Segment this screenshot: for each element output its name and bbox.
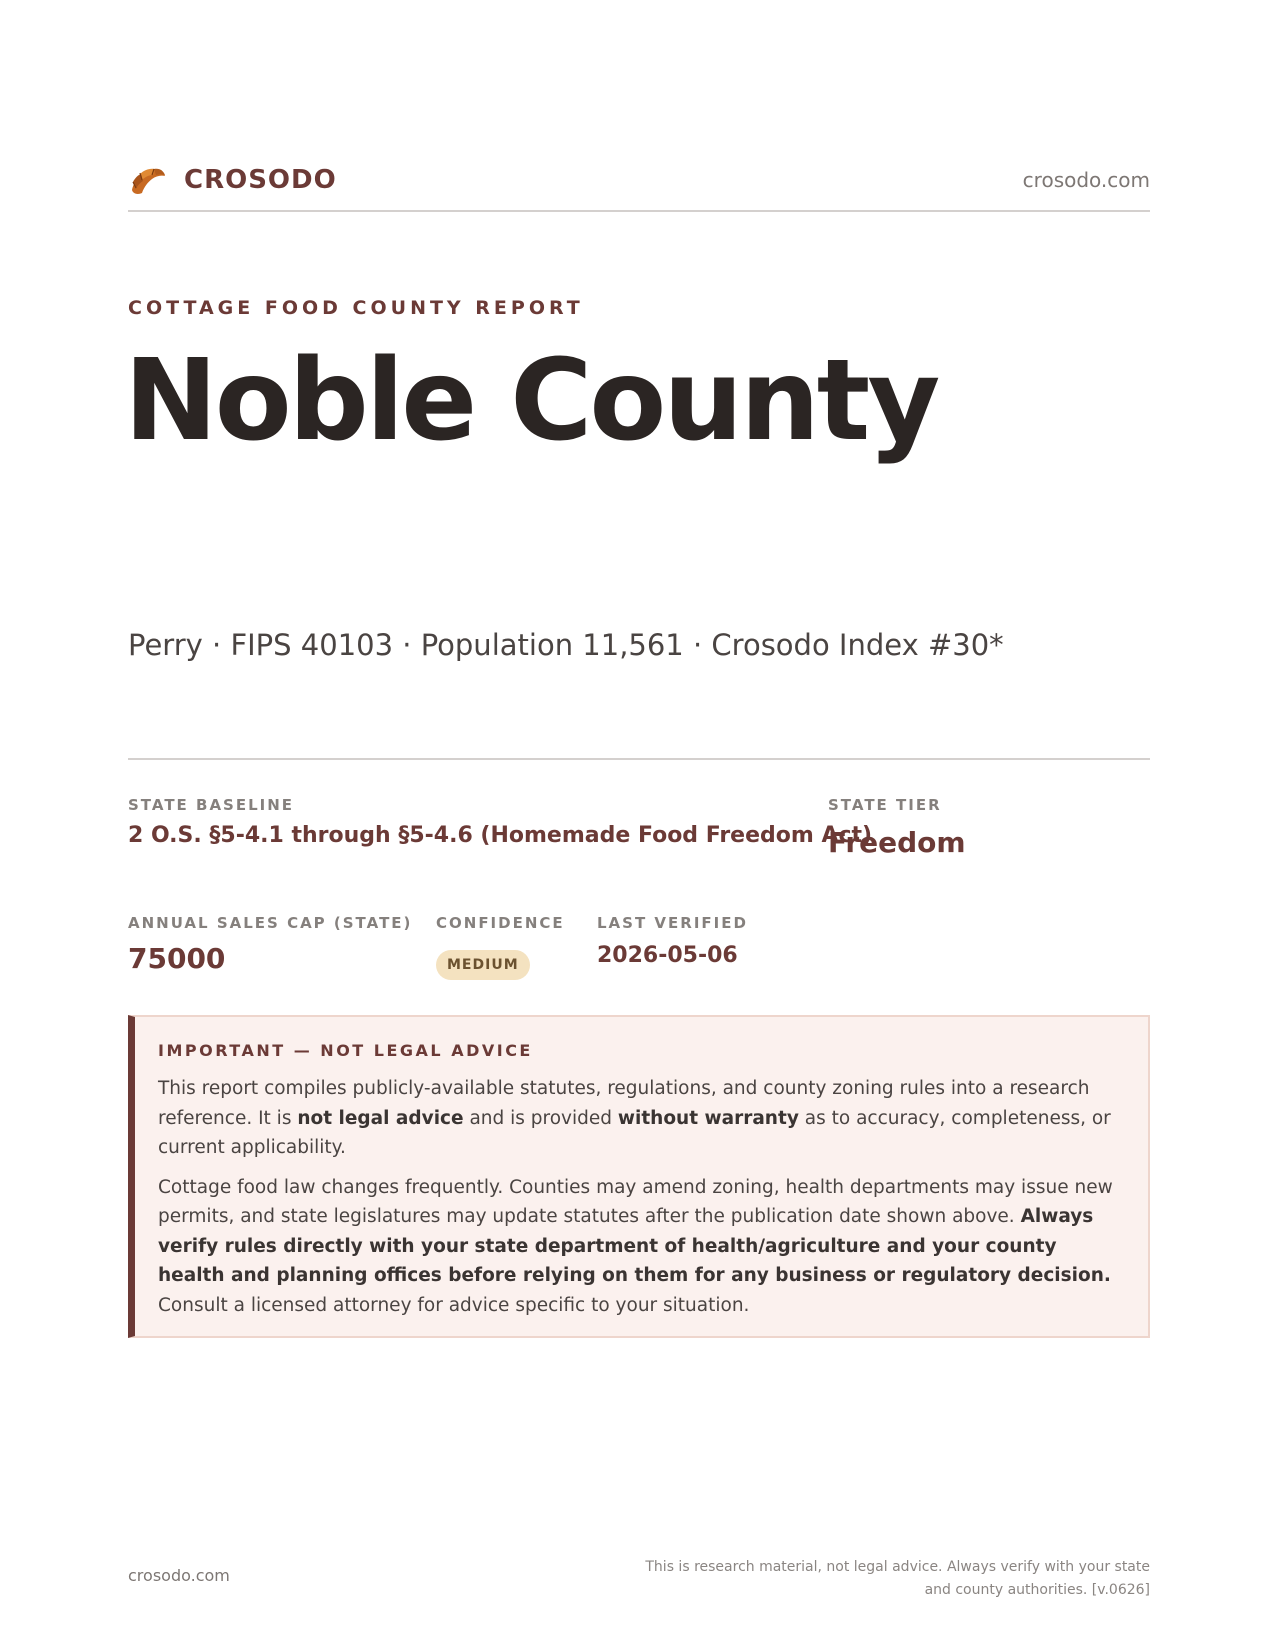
confidence-label: CONFIDENCE [436,914,565,932]
confidence-badge: MEDIUM [436,950,530,980]
croissant-icon [128,160,168,200]
footer-disclaimer: This is research material, not legal advice. Always verify with your state and county authorities. [v.0626] [645,1559,1150,1598]
header-site-link[interactable]: crosodo.com [1022,168,1150,192]
state-tier-label: STATE TIER [828,796,942,814]
notice-paragraph-1: This report compiles publicly-available statutes, regulations, and county zoning rules into a research reference. It is not legal advice and is provided without warranty as to accuracy, completeness, or current applicability. [158,1078,1111,1158]
sales-cap-label: ANNUAL SALES CAP (STATE) [128,914,413,932]
legal-notice [128,1015,1150,1338]
divider [128,758,1150,760]
state-baseline-label: STATE BASELINE [128,796,295,814]
last-verified-label: LAST VERIFIED [597,914,748,932]
report-kicker: COTTAGE FOOD COUNTY REPORT [128,297,584,319]
brand [128,160,337,200]
notice-paragraph-2: Cottage food law changes frequently. Counties may amend zoning, health departments may issue new permits, and state legislatures may update statutes after the publication date shown above. Always verify rules directly with your state department of health/agriculture and your county health and planning offices before relying on them for any business or regulatory decision. Consult a licensed attorney for advice specific to your situation. [158,1176,1113,1316]
state-tier-value: Freedom [828,826,966,859]
report-page [124,0,1150,1650]
last-verified-value: 2026-05-06 [597,943,738,968]
footer-site-link[interactable]: crosodo.com [128,1566,230,1585]
notice-heading: IMPORTANT — NOT LEGAL ADVICE [158,1041,533,1060]
brand-name: CROSODO [184,165,337,195]
page-header [128,160,1150,212]
county-subtitle: Perry · FIPS 40103 · Population 11,561 · Crosodo Index #30* [128,628,1004,662]
page-title: Noble County [124,336,938,466]
state-baseline-value: 2 O.S. §5-4.1 through §5-4.6 (Homemade Food Freedom Act) [128,823,873,848]
sales-cap-value: 75000 [128,942,226,975]
